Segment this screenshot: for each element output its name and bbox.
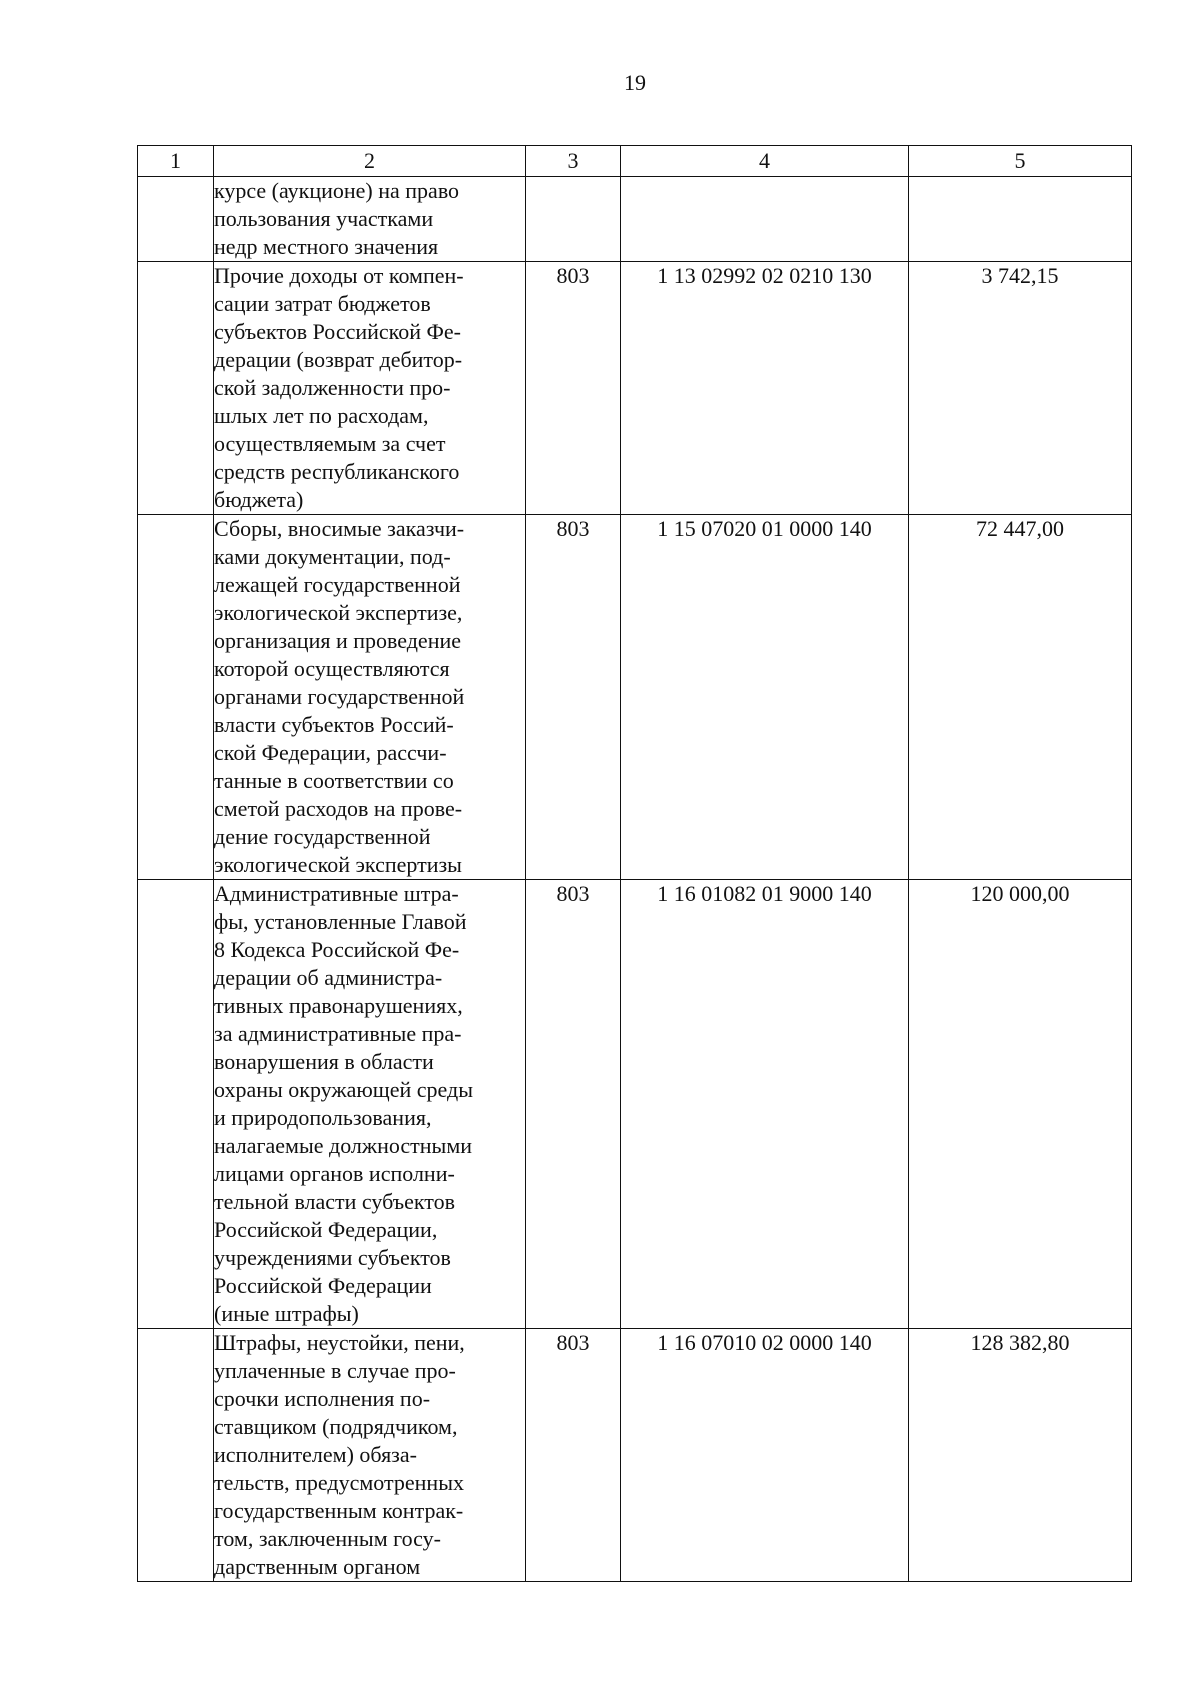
description-line: шлых лет по расходам, bbox=[214, 403, 429, 428]
table-row bbox=[138, 177, 1132, 262]
admin-code-cell: 803 bbox=[526, 880, 621, 1329]
description-line: Штрафы, неустойки, пени, bbox=[214, 1330, 465, 1355]
description-line: Административные штра- bbox=[214, 881, 459, 906]
description-line: которой осуществляются bbox=[214, 656, 450, 681]
description-line: 8 Кодекса Российской Фе- bbox=[214, 937, 460, 962]
description-line: (иные штрафы) bbox=[214, 1301, 359, 1326]
description-line: том, заключенным госу- bbox=[214, 1526, 441, 1551]
budget-code-cell bbox=[621, 177, 909, 262]
row-number-cell bbox=[138, 262, 214, 515]
admin-code-cell: 803 bbox=[526, 262, 621, 515]
admin-code-cell: 803 bbox=[526, 1329, 621, 1582]
header-col-1: 1 bbox=[138, 146, 214, 177]
description-line: экологической экспертизы bbox=[214, 852, 462, 877]
description-line: Прочие доходы от компен- bbox=[214, 263, 464, 288]
row-number-cell bbox=[138, 1329, 214, 1582]
description-line: Российской Федерации bbox=[214, 1273, 432, 1298]
description-line: недр местного значения bbox=[214, 234, 439, 259]
description-cell bbox=[214, 1329, 526, 1582]
amount-cell: 120 000,00 bbox=[909, 880, 1132, 1329]
description-line: танные в соответствии со bbox=[214, 768, 454, 793]
description-line: срочки исполнения по- bbox=[214, 1386, 431, 1411]
description-line: бюджета) bbox=[214, 487, 304, 512]
header-col-4: 4 bbox=[621, 146, 909, 177]
description-line: дерации об администра- bbox=[214, 965, 443, 990]
table-row bbox=[138, 262, 1132, 515]
description-line: ставщиком (подрядчиком, bbox=[214, 1414, 458, 1439]
description-line: осуществляемым за счет bbox=[214, 431, 446, 456]
description-line: Сборы, вносимые заказчи- bbox=[214, 516, 465, 541]
page-number: 19 bbox=[624, 70, 646, 95]
description-line: средств республиканского bbox=[214, 459, 460, 484]
description-line: тивных правонарушениях, bbox=[214, 993, 463, 1018]
admin-code-cell bbox=[526, 177, 621, 262]
table-row bbox=[138, 515, 1132, 880]
description-line: за административные пра- bbox=[214, 1021, 462, 1046]
description-line: тельств, предусмотренных bbox=[214, 1470, 464, 1495]
row-number-cell bbox=[138, 515, 214, 880]
description-line: курсе (аукционе) на право bbox=[214, 178, 460, 203]
description-line: и природопользования, bbox=[214, 1105, 432, 1130]
description-line: органами государственной bbox=[214, 684, 465, 709]
revenue-table bbox=[137, 145, 1132, 1582]
description-line: экологической экспертизе, bbox=[214, 600, 463, 625]
description-line: субъектов Российской Фе- bbox=[214, 319, 461, 344]
description-line: ской Федерации, рассчи- bbox=[214, 740, 447, 765]
row-number-cell bbox=[138, 880, 214, 1329]
row-number-cell bbox=[138, 177, 214, 262]
description-line: учреждениями субъектов bbox=[214, 1245, 451, 1270]
table-row bbox=[138, 1329, 1132, 1582]
header-col-2: 2 bbox=[214, 146, 526, 177]
description-line: исполнителем) обяза- bbox=[214, 1442, 417, 1467]
description-cell bbox=[214, 880, 526, 1329]
description-cell bbox=[214, 262, 526, 515]
description-line: власти субъектов Россий- bbox=[214, 712, 454, 737]
description-line: сации затрат бюджетов bbox=[214, 291, 431, 316]
budget-code-cell: 1 16 01082 01 9000 140 bbox=[621, 880, 909, 1329]
table-row bbox=[138, 880, 1132, 1329]
description-line: дение государственной bbox=[214, 824, 431, 849]
description-line: сметой расходов на прове- bbox=[214, 796, 463, 821]
description-line: пользования участками bbox=[214, 206, 434, 231]
description-line: дарственным органом bbox=[214, 1554, 421, 1579]
description-line: лежащей государственной bbox=[214, 572, 461, 597]
description-line: лицами органов исполни- bbox=[214, 1161, 455, 1186]
description-line: ской задолженности про- bbox=[214, 375, 451, 400]
description-line: охраны окружающей среды bbox=[214, 1077, 473, 1102]
amount-cell bbox=[909, 177, 1132, 262]
budget-code-cell: 1 13 02992 02 0210 130 bbox=[621, 262, 909, 515]
description-line: государственным контрак- bbox=[214, 1498, 464, 1523]
header-col-5: 5 bbox=[909, 146, 1132, 177]
description-line: ками документации, под- bbox=[214, 544, 451, 569]
table-header-row bbox=[138, 146, 1132, 177]
budget-code-cell: 1 15 07020 01 0000 140 bbox=[621, 515, 909, 880]
table-body bbox=[138, 177, 1132, 1582]
description-line: Российской Федерации, bbox=[214, 1217, 438, 1242]
amount-cell: 72 447,00 bbox=[909, 515, 1132, 880]
description-line: налагаемые должностными bbox=[214, 1133, 473, 1158]
description-line: тельной власти субъектов bbox=[214, 1189, 456, 1214]
description-line: уплаченные в случае про- bbox=[214, 1358, 456, 1383]
budget-code-cell: 1 16 07010 02 0000 140 bbox=[621, 1329, 909, 1582]
amount-cell: 3 742,15 bbox=[909, 262, 1132, 515]
description-cell bbox=[214, 515, 526, 880]
amount-cell: 128 382,80 bbox=[909, 1329, 1132, 1582]
description-cell bbox=[214, 177, 526, 262]
description-line: фы, установленные Главой bbox=[214, 909, 467, 934]
header-col-3: 3 bbox=[526, 146, 621, 177]
admin-code-cell: 803 bbox=[526, 515, 621, 880]
description-line: дерации (возврат дебитор- bbox=[214, 347, 463, 372]
description-line: организация и проведение bbox=[214, 628, 462, 653]
description-line: вонарушения в области bbox=[214, 1049, 434, 1074]
